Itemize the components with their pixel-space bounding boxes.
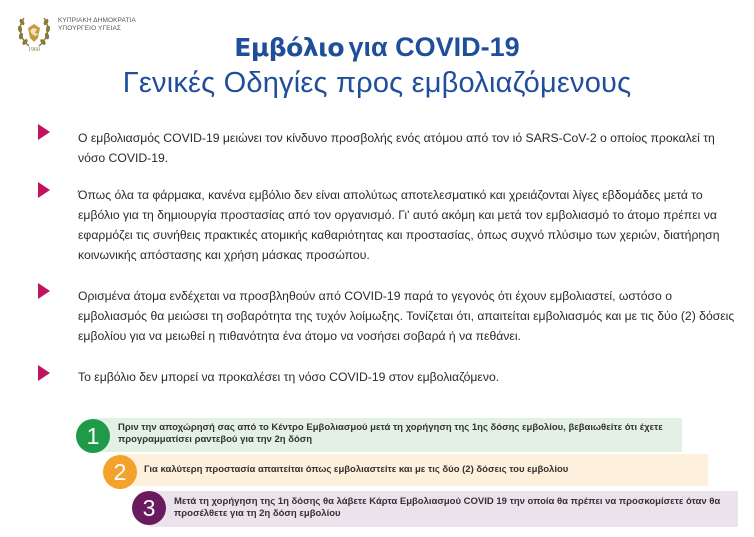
title-bold: Εμβόλιο bbox=[234, 33, 345, 62]
bullet-arrow-icon bbox=[38, 182, 50, 198]
bullet-arrow-icon bbox=[38, 283, 50, 299]
ministry-line-1: ΚΥΠΡΙΑΚΗ ΔΗΜΟΚΡΑΤΙΑ bbox=[58, 17, 136, 24]
step-1-text: Πριν την αποχώρησή σας από το Κέντρο Εμβολιασμού μετά τη χορήγηση της 1ης δόσης εμβολίου, βεβαιωθείτε ότι έχετε προγραμματίσει ραντεβού για την 2η δόση bbox=[118, 422, 663, 445]
svg-text:1960: 1960 bbox=[28, 47, 40, 52]
step-1-bar bbox=[92, 418, 682, 452]
step-3-text: Μετά τη χορήγηση της 1η δόσης θα λάβετε Κάρτα Εμβολιασμού COVID 19 την οποία θα πρέπει να προσκομίσετε όταν θα προσέλθετε για τη 2η δόση εμβολίου bbox=[174, 496, 721, 519]
paragraph-4: Το εμβόλιο δεν μπορεί να προκαλέσει τη νόσο COVID-19 στον εμβολιαζόμενο. bbox=[78, 370, 500, 384]
paragraph-2: Όπως όλα τα φάρμακα, κανένα εμβόλιο δεν είναι απολύτως αποτελεσματικό και χρειάζονται λίγες εβδομάδες μετά το εμβόλιο για τη δημιουργία προστασίας από τον οργανισμό. Γι' αυτό ακόμη και μετά τον εμβολιασμό το άτομο πρέπει να εφαρμόζει τις συνήθεις πρακτικές ατομικής καθαριότητας και προστασίας, όπως συχνό πλύσιμο των χεριών, διατήρηση κοινωνικής απόστασης και χρήση μάσκας προσώπου. bbox=[78, 188, 720, 262]
step-3-bar bbox=[148, 491, 738, 527]
step-2-bar bbox=[118, 454, 708, 486]
paragraph-3: Ορισμένα άτομα ενδέχεται να προσβληθούν από COVID-19 παρά το γεγονός ότι έχουν εμβολιαστεί, ωστόσο ο εμβολιασμός θα μειώσει τη σοβαρότητα της τυχόν λοίμωξης. Τονίζεται ότι, απαιτείται εμβολιασμός και με τις δύο (2) δόσεις εμβολίου για να μειωθεί η πιθανότητα ένα άτομο να νοσήσει σοβαρά ή να πεθάνει. bbox=[78, 289, 735, 343]
bullet-arrow-icon bbox=[38, 124, 50, 140]
paragraph-1: Ο εμβολιασμός COVID-19 μειώνει τον κίνδυνο προσβολής ενός ατόμου από τον ιό SARS-CoV-2 ο οποίος προκαλεί τη νόσο COVID-19. bbox=[78, 131, 715, 165]
ministry-name bbox=[58, 17, 136, 33]
bullet-arrow-icon bbox=[38, 365, 50, 381]
step-1-number: 1 bbox=[76, 419, 110, 453]
step-2-number: 2 bbox=[103, 455, 137, 489]
page-subtitle: Γενικές Οδηγίες προς εμβολιαζόμενους bbox=[122, 67, 632, 99]
page-title bbox=[0, 32, 754, 63]
step-2-text: Για καλύτερη προστασία απαιτείται όπως εμβολιαστείτε και με τις δύο (2) δόσεις του εμβολίου bbox=[144, 464, 569, 475]
ministry-line-2: ΥΠΟΥΡΓΕΙΟ ΥΓΕΙΑΣ bbox=[58, 25, 122, 32]
title-rest: για COVID-19 bbox=[348, 32, 520, 62]
step-3-number: 3 bbox=[132, 491, 166, 525]
